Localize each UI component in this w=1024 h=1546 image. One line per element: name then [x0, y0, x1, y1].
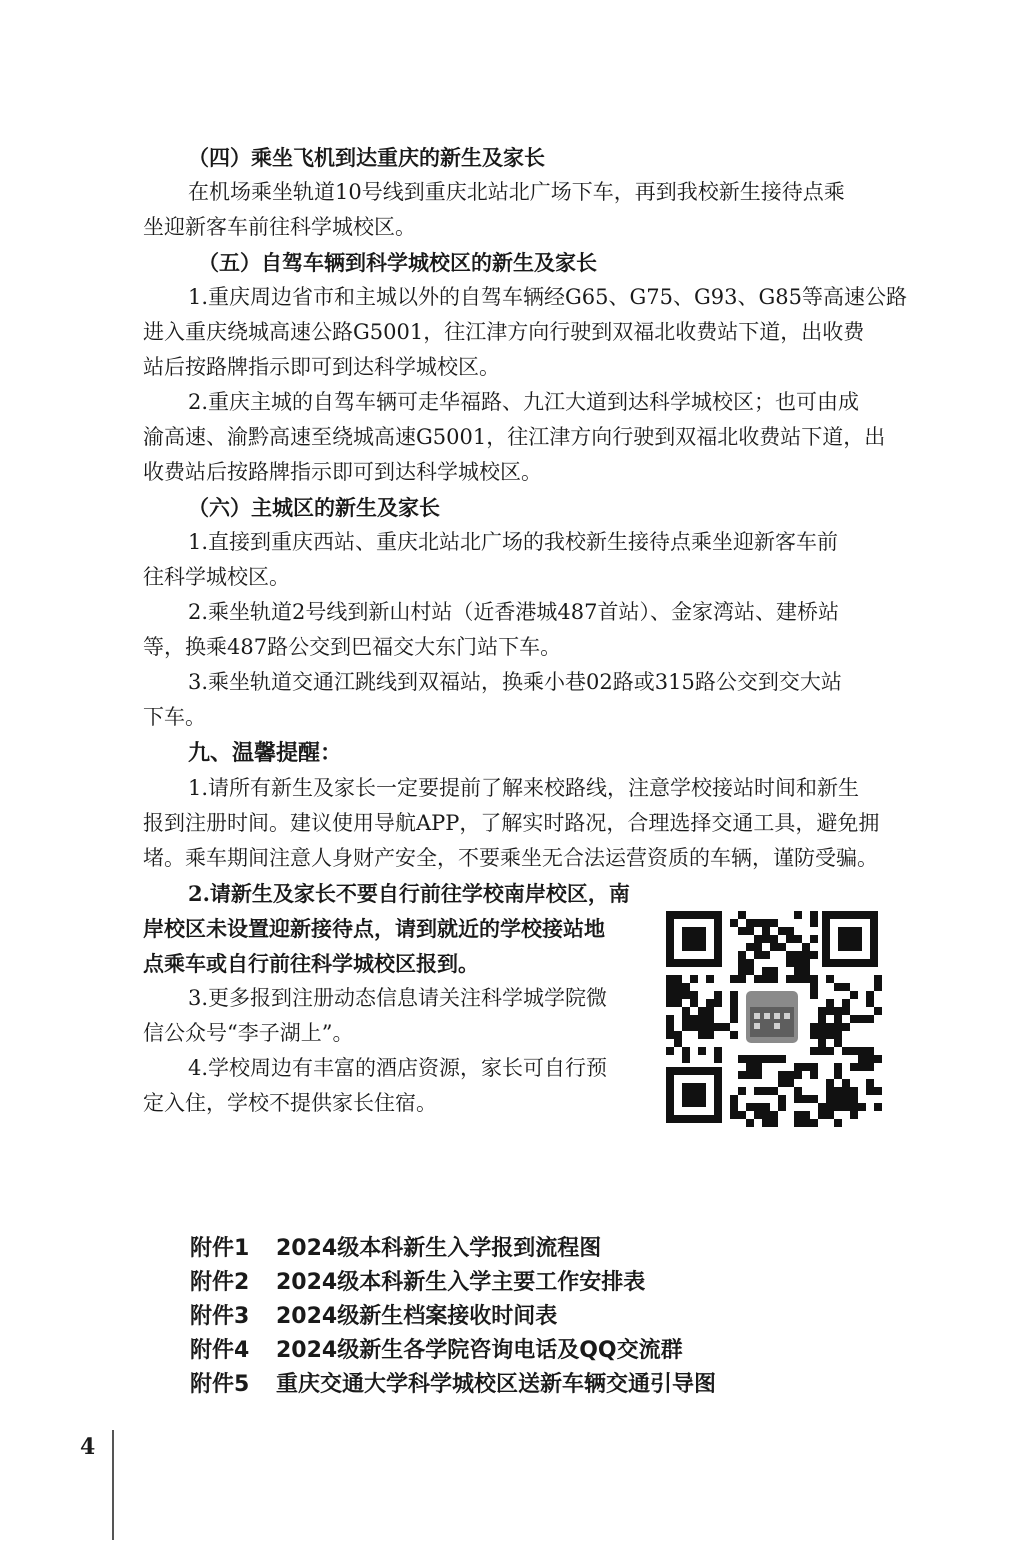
text-line: 信公众号“李子湖上”。	[143, 1021, 354, 1045]
attachment-label: 附件5	[190, 1372, 250, 1397]
text-line: 渝高速、渝黔高速至绕城高速G5001，往江津方向行驶到双福北收费站下道，出	[143, 425, 886, 449]
text-line: 岸校区未设置迎新接待点，请到就近的学校接站地	[143, 916, 605, 941]
qr-code-icon	[662, 907, 882, 1127]
text-line: 1.重庆周边省市和主城以外的自驾车辆经G65、G75、G93、G85等高速公路	[188, 285, 908, 309]
section-four-heading: （四）乘坐飞机到达重庆的新生及家长	[188, 145, 545, 170]
text-line: 堵。乘车期间注意人身财产安全，不要乘坐无合法运营资质的车辆，谨防受骗。	[143, 846, 878, 870]
attachment-item	[190, 1266, 716, 1300]
attachment-item	[190, 1334, 716, 1368]
reminder-notes	[143, 876, 643, 1121]
margin-divider	[112, 1430, 114, 1540]
text-line: 在机场乘坐轨道10号线到重庆北站北广场下车，再到我校新生接待点乘	[188, 180, 845, 204]
attachment-title: 2024级新生档案接收时间表	[276, 1304, 558, 1329]
attachment-label: 附件1	[190, 1236, 250, 1261]
attachment-label: 附件3	[190, 1304, 250, 1329]
section-reminder	[143, 736, 883, 876]
reminder-heading: 九、温馨提醒：	[188, 741, 343, 766]
attachment-item	[190, 1368, 716, 1402]
section-five-heading: （五）自驾车辆到科学城校区的新生及家长	[198, 250, 597, 275]
attachment-label: 附件2	[190, 1270, 250, 1295]
text-line: 报到注册时间。建议使用导航APP，了解实时路况，合理选择交通工具，避免拥	[143, 811, 880, 835]
attachment-list	[190, 1232, 716, 1402]
text-line: 3.乘坐轨道交通江跳线到双福站，换乘小巷02路或315路公交到交大站	[188, 670, 842, 694]
section-six-heading: （六）主城区的新生及家长	[188, 495, 440, 520]
page-number: 4	[80, 1434, 96, 1460]
section-five	[143, 245, 908, 490]
text-line: 坐迎新客车前往科学城校区。	[143, 215, 416, 239]
attachment-title: 2024级本科新生入学主要工作安排表	[276, 1270, 646, 1295]
text-line: 3.更多报到注册动态信息请关注科学城学院微	[188, 986, 608, 1010]
attachment-item	[190, 1300, 716, 1334]
text-line: 2.乘坐轨道2号线到新山村站（近香港城487首站）、金家湾站、建桥站	[188, 600, 839, 624]
section-six	[143, 490, 883, 735]
text-line: 站后按路牌指示即可到达科学城校区。	[143, 355, 500, 379]
attachment-title: 2024级本科新生入学报到流程图	[276, 1236, 602, 1261]
text-line: 下车。	[143, 705, 206, 729]
text-line: 等，换乘487路公交到巴福交大东门站下车。	[143, 635, 562, 659]
text-line: 点乘车或自行前往科学城校区报到。	[143, 951, 479, 976]
text-line: 往科学城校区。	[143, 565, 290, 589]
section-four	[143, 140, 883, 245]
qr-code-graphic	[662, 907, 882, 1127]
text-line: 进入重庆绕城高速公路G5001，往江津方向行驶到双福北收费站下道，出收费	[143, 320, 865, 344]
text-line: 收费站后按路牌指示即可到达科学城校区。	[143, 460, 542, 484]
attachment-title: 重庆交通大学科学城校区送新车辆交通引导图	[276, 1372, 717, 1397]
text-line: 1.请所有新生及家长一定要提前了解来校路线，注意学校接站时间和新生	[188, 776, 860, 800]
text-line: 4.学校周边有丰富的酒店资源，家长可自行预	[188, 1056, 608, 1080]
attachment-item	[190, 1232, 716, 1266]
attachment-title: 2024级新生各学院咨询电话及QQ交流群	[276, 1338, 683, 1363]
text-line: 2.重庆主城的自驾车辆可走华福路、九江大道到达科学城校区；也可由成	[188, 390, 860, 414]
attachment-label: 附件4	[190, 1338, 250, 1363]
text-line: 2.请新生及家长不要自行前往学校南岸校区，南	[188, 881, 630, 906]
text-line: 定入住，学校不提供家长住宿。	[143, 1091, 437, 1115]
text-line: 1.直接到重庆西站、重庆北站北广场的我校新生接待点乘坐迎新客车前	[188, 530, 839, 554]
